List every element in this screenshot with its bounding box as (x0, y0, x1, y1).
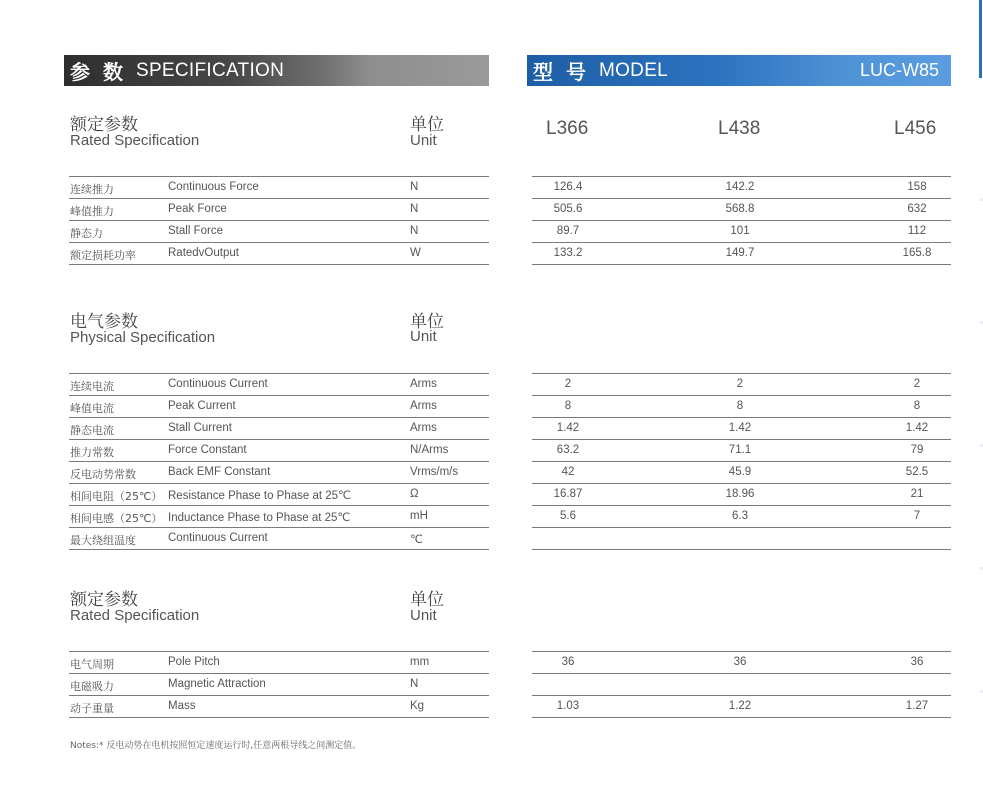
spec-label-cn: 动子重量 (70, 702, 114, 715)
spec-label-cn: 额定损耗功率 (70, 249, 136, 262)
value-model-1: 1.03 (556, 700, 580, 712)
spec-label-en: Pole Pitch (168, 656, 220, 668)
value-row (532, 651, 951, 674)
value-row (532, 674, 951, 696)
model-header-en: MODEL (598, 59, 669, 81)
value-row (532, 199, 951, 221)
spec-row (69, 373, 489, 396)
value-row (532, 484, 951, 506)
value-model-1: 505.6 (553, 203, 583, 215)
spec-row (69, 199, 489, 221)
spec-unit: N (410, 181, 419, 193)
value-model-1: 2 (564, 378, 572, 390)
spec-row (69, 396, 489, 418)
section-2-unit-cn: 单位 (410, 312, 444, 332)
spec-label-cn: 连续电流 (70, 380, 114, 393)
spec-label-cn: 静态电流 (70, 424, 114, 437)
spec-label-en: Force Constant (168, 444, 247, 456)
spec-label-cn: 连续推力 (70, 183, 114, 196)
spec-label-cn: 推力常数 (70, 446, 114, 459)
value-model-3: 112 (907, 225, 927, 237)
value-model-1: 16.87 (553, 488, 583, 500)
spec-label-en: Continuous Current (168, 378, 268, 390)
spec-row (69, 696, 489, 718)
value-model-2: 1.22 (728, 700, 752, 712)
spec-label-cn: 静态力 (70, 227, 103, 240)
value-model-2: 45.9 (728, 466, 752, 478)
value-model-2: 2 (736, 378, 744, 390)
value-model-3: 79 (910, 444, 924, 456)
value-model-3: 1.27 (905, 700, 929, 712)
value-model-1: 89.7 (556, 225, 580, 237)
spec-label-en: Peak Force (168, 203, 227, 215)
spec-label-cn: 峰值电流 (70, 402, 114, 415)
spec-unit: mH (410, 510, 428, 522)
page-edge-accent-bar (979, 0, 982, 78)
value-row (532, 696, 951, 718)
value-model-1: 133.2 (553, 247, 583, 259)
value-model-2: 101 (730, 225, 750, 237)
value-model-2: 36 (733, 656, 747, 668)
spec-label-cn: 反电动势常数 (70, 468, 136, 481)
spec-unit: N (410, 203, 419, 215)
value-model-1: 1.42 (556, 422, 580, 434)
spec-label-cn: 相间电感（25℃） (70, 512, 163, 525)
spec-unit: Ω (410, 488, 419, 500)
model-name-3: L456 (894, 118, 937, 139)
value-model-3: 158 (907, 181, 927, 193)
value-model-2: 8 (736, 400, 744, 412)
spec-unit: Kg (410, 700, 425, 712)
notes: Notes:* 反电动势在电机按照恒定速度运行时,任意两根导线之间测定值。 (70, 741, 362, 751)
section-2-spec-table (69, 373, 489, 550)
spec-label-en: Resistance Phase to Phase at 25℃ (168, 490, 351, 502)
spec-label-en: Mass (168, 700, 196, 712)
value-row (532, 462, 951, 484)
specification-header-cn: 参 数 (70, 60, 126, 84)
spec-row (69, 440, 489, 462)
value-model-1: 5.6 (560, 510, 576, 522)
value-model-3: 1.42 (905, 422, 929, 434)
spec-label-en: Stall Force (168, 225, 223, 237)
value-model-1: 36 (561, 656, 575, 668)
spec-row (69, 243, 489, 265)
section-2-value-table (532, 373, 951, 550)
value-row (532, 243, 951, 265)
model-name-1: L366 (546, 118, 589, 139)
value-row (532, 221, 951, 243)
spec-row (69, 484, 489, 506)
section-3-spec-table (69, 651, 489, 718)
section-1-value-table (532, 176, 951, 265)
value-model-2: 568.8 (725, 203, 755, 215)
spec-label-cn: 峰值推力 (70, 205, 114, 218)
spec-unit: mm (410, 656, 430, 668)
value-model-3: 165.8 (902, 247, 932, 259)
model-header-cn: 型 号 (533, 60, 589, 84)
value-model-3: 2 (913, 378, 921, 390)
spec-row (69, 462, 489, 484)
value-row (532, 506, 951, 528)
spec-label-en: Continuous Force (168, 181, 259, 193)
value-model-2: 18.96 (725, 488, 755, 500)
value-model-3: 21 (910, 488, 924, 500)
section-3-title-en: Rated Specification (70, 607, 200, 624)
value-row (532, 440, 951, 462)
section-3-value-table (532, 651, 951, 718)
section-1-unit-cn: 单位 (410, 115, 444, 135)
value-row (532, 396, 951, 418)
spec-label-en: Magnetic Attraction (168, 678, 266, 690)
spec-row (69, 651, 489, 674)
spec-unit: ℃ (410, 534, 423, 546)
spec-label-en: Stall Current (168, 422, 232, 434)
spec-label-en: Inductance Phase to Phase at 25℃ (168, 512, 351, 524)
section-2-unit-en: Unit (410, 328, 437, 345)
section-2-title-en: Physical Specification (70, 329, 216, 346)
model-code: LUC-W85 (859, 60, 939, 80)
spec-label-cn: 相间电阻（25℃） (70, 490, 163, 503)
value-model-1: 126.4 (553, 181, 583, 193)
value-model-1: 63.2 (556, 444, 580, 456)
value-model-2: 6.3 (732, 510, 748, 522)
spec-unit: Vrms/m/s (410, 466, 459, 478)
spec-label-en: Continuous Current (168, 532, 268, 544)
value-row (532, 176, 951, 199)
value-model-3: 7 (913, 510, 921, 522)
section-1-spec-table (69, 176, 489, 265)
spec-label-cn: 电磁吸力 (70, 680, 114, 693)
spec-label-en: Back EMF Constant (168, 466, 271, 478)
specification-header (64, 55, 489, 86)
spec-label-en: RatedvOutput (168, 247, 239, 259)
value-model-3: 8 (913, 400, 921, 412)
spec-unit: N (410, 225, 419, 237)
spec-row (69, 674, 489, 696)
spec-row (69, 176, 489, 199)
section-1-title-en: Rated Specification (70, 132, 200, 149)
spec-row (69, 506, 489, 528)
value-model-1: 42 (561, 466, 575, 478)
value-row (532, 528, 951, 550)
spec-unit: Arms (410, 378, 437, 390)
value-row (532, 373, 951, 396)
spec-unit: W (410, 247, 421, 259)
specification-header-en: SPECIFICATION (135, 59, 285, 81)
value-model-2: 142.2 (725, 181, 755, 193)
spec-unit: Arms (410, 400, 437, 412)
section-3-unit-cn: 单位 (410, 590, 444, 610)
spec-label-en: Peak Current (168, 400, 236, 412)
spec-unit: Arms (410, 422, 437, 434)
value-model-3: 632 (907, 203, 927, 215)
model-header (527, 55, 951, 86)
section-1-title-cn: 额定参数 (70, 115, 138, 135)
section-2-title-cn: 电气参数 (70, 312, 138, 332)
spec-label-cn: 电气周期 (70, 658, 114, 671)
value-row (532, 418, 951, 440)
spec-row (69, 418, 489, 440)
section-3-title-cn: 额定参数 (70, 590, 138, 610)
value-model-2: 1.42 (728, 422, 752, 434)
spec-row (69, 528, 489, 550)
spec-label-cn: 最大绕组温度 (70, 534, 136, 547)
spec-unit: N/Arms (410, 444, 449, 456)
value-model-2: 149.7 (725, 247, 755, 259)
spec-row (69, 221, 489, 243)
model-name-2: L438 (718, 118, 761, 139)
section-1-unit-en: Unit (410, 132, 437, 149)
value-model-1: 8 (564, 400, 572, 412)
section-3-unit-en: Unit (410, 607, 437, 624)
value-model-3: 36 (910, 656, 924, 668)
value-model-2: 71.1 (728, 444, 752, 456)
value-model-3: 52.5 (905, 466, 929, 478)
spec-unit: N (410, 678, 419, 690)
